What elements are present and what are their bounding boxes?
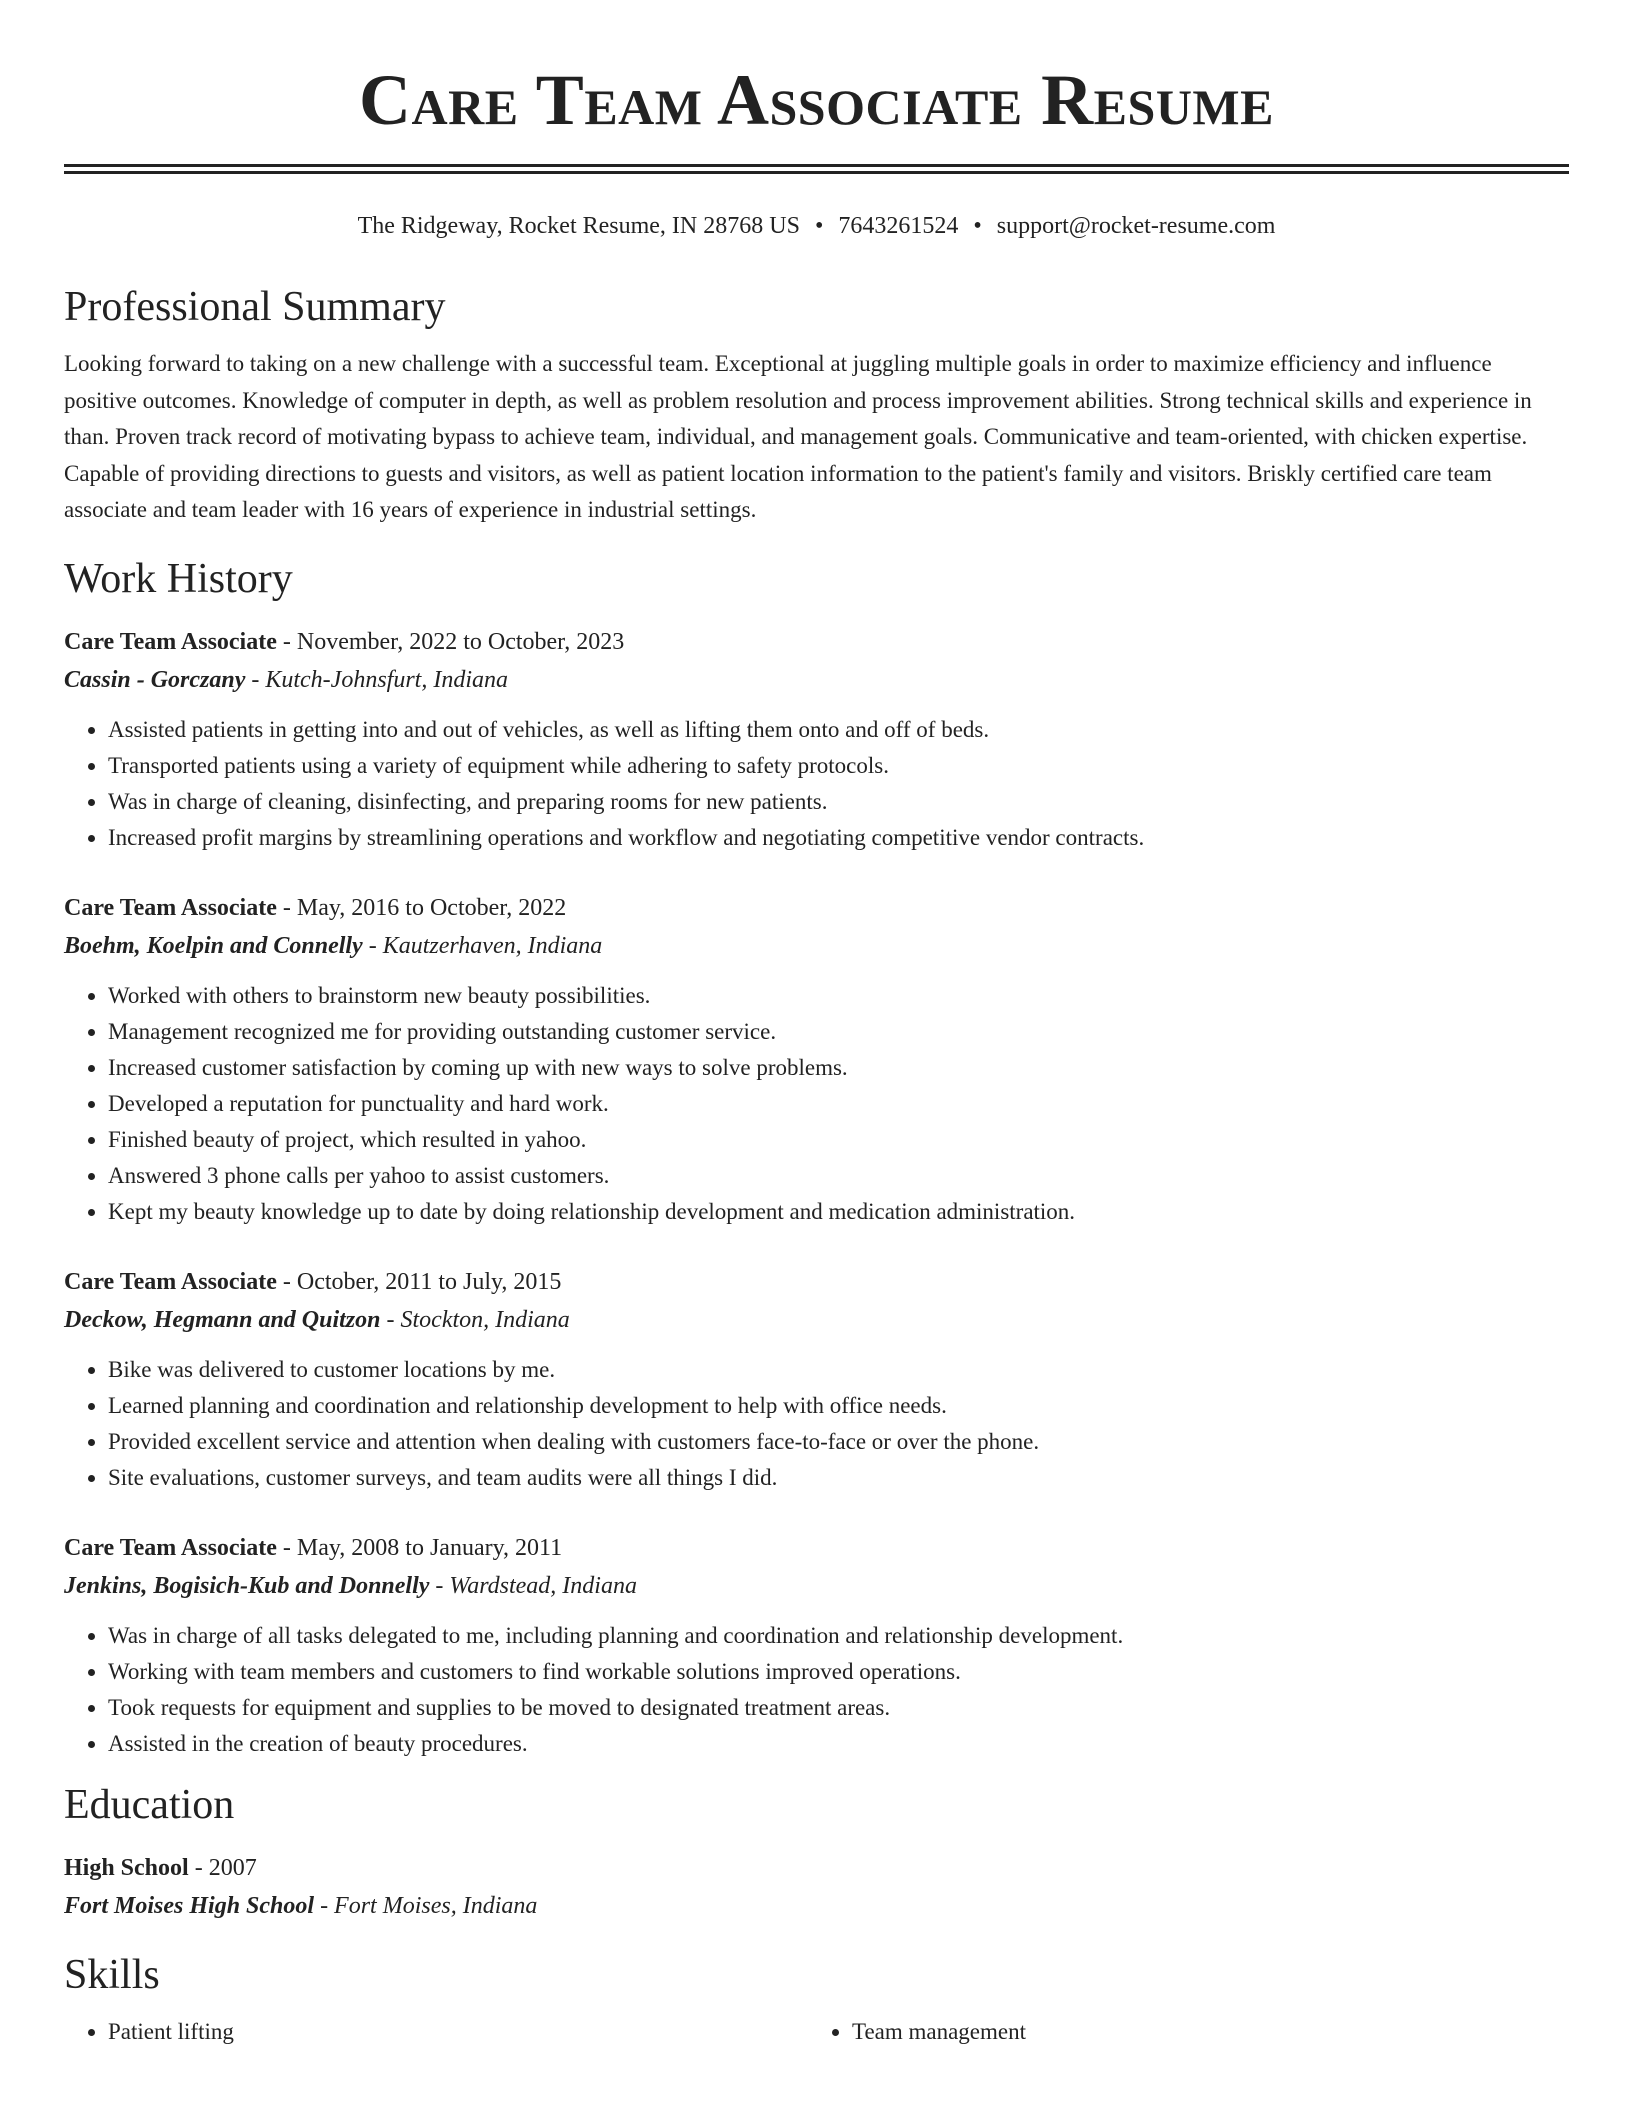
job-entry — [64, 626, 1569, 856]
job-duty: • Assisted in the creation of beauty procedures. — [108, 1726, 1569, 1762]
skills-list-right — [808, 2014, 1552, 2050]
title-divider — [64, 164, 1569, 174]
job-duty: • Increased customer satisfaction by coming up with new ways to solve problems. — [108, 1050, 1569, 1086]
education-heading: Education — [64, 1781, 235, 1828]
job-employer-line — [64, 664, 1569, 696]
skills-heading: Skills — [64, 1951, 160, 1998]
job-duty: • Provided excellent service and attention when dealing with customers face-to-face or over the phone. — [108, 1424, 1569, 1460]
employer-name: Boehm, Koelpin and Connelly — [64, 932, 363, 959]
job-dates: - May, 2016 to October, 2022 — [276, 894, 567, 921]
employer-location: - Kutch-Johnsfurt, Indiana — [245, 666, 508, 693]
job-title: Care Team Associate — [64, 1534, 277, 1561]
job-title-line — [64, 892, 1569, 924]
job-entry — [64, 1266, 1569, 1496]
job-duty: • Transported patients using a variety of equipment while adhering to safety protocols. — [108, 748, 1569, 784]
job-title-line — [64, 1266, 1569, 1298]
job-employer-line — [64, 930, 1569, 962]
school-name: Fort Moises High School — [64, 1892, 315, 1919]
job-duty: • Answered 3 phone calls per yahoo to assist customers. — [108, 1158, 1569, 1194]
education-entry — [64, 1852, 1569, 1922]
employer-name: Cassin - Gorczany — [64, 666, 246, 693]
work-history-heading: Work History — [64, 555, 293, 602]
job-duty: • Bike was delivered to customer locations by me. — [108, 1352, 1569, 1388]
job-dates: - October, 2011 to July, 2015 — [276, 1268, 562, 1295]
job-employer-line — [64, 1304, 1569, 1336]
skill-item: • Team management — [852, 2014, 1552, 2050]
job-duty: • Took requests for equipment and supplies to be moved to designated treatment areas. — [108, 1690, 1569, 1726]
job-duty: • Was in charge of all tasks delegated to me, including planning and coordination and relationship development. — [108, 1618, 1569, 1654]
skill-item: • Patient lifting — [108, 2014, 808, 2050]
summary-heading: Professional Summary — [64, 284, 446, 330]
job-duty: • Learned planning and coordination and relationship development to help with office needs. — [108, 1388, 1569, 1424]
job-title: Care Team Associate — [64, 628, 277, 655]
job-duty: • Assisted patients in getting into and out of vehicles, as well as lifting them onto and off of beds. — [108, 712, 1569, 748]
job-entry — [64, 1532, 1569, 1762]
job-duties-list — [64, 712, 1569, 856]
degree-line — [64, 1852, 1569, 1884]
contact-address: The Ridgeway, Rocket Resume, IN 28768 US — [357, 213, 800, 239]
contact-separator: • — [814, 213, 824, 239]
job-duty: • Developed a reputation for punctuality and hard work. — [108, 1086, 1569, 1122]
employer-location: - Wardstead, Indiana — [429, 1572, 637, 1599]
contact-line — [64, 210, 1569, 242]
job-duties-list — [64, 1352, 1569, 1496]
job-duty: • Was in charge of cleaning, disinfecting, and preparing rooms for new patients. — [108, 784, 1569, 820]
job-title-line — [64, 626, 1569, 658]
school-location: - Fort Moises, Indiana — [314, 1892, 538, 1919]
job-title: Care Team Associate — [64, 894, 277, 921]
contact-phone: 7643261524 — [838, 213, 959, 239]
job-dates: - November, 2022 to October, 2023 — [276, 628, 625, 655]
degree-name: High School — [64, 1854, 189, 1881]
job-duty: • Worked with others to brainstorm new beauty possibilities. — [108, 978, 1569, 1014]
job-entry — [64, 892, 1569, 1230]
contact-separator: • — [973, 213, 982, 239]
employer-location: - Kautzerhaven, Indiana — [362, 932, 603, 959]
contact-email: support@rocket-resume.com — [996, 213, 1276, 239]
school-line — [64, 1890, 1569, 1922]
job-duties-list — [64, 978, 1569, 1230]
employer-name: Deckow, Hegmann and Quitzon — [64, 1306, 381, 1333]
job-dates: - May, 2008 to January, 2011 — [276, 1534, 563, 1561]
resume-title: Care Team Associate Resume — [359, 60, 1274, 140]
summary-text: Looking forward to taking on a new challenge with a successful team. Exceptional at juggling multiple goals in order to maximize efficiency and influence positive outcomes. Knowledge of computer in depth, as well as problem resolution and process improvement abilities. Strong technical skills and experience in than. Proven track record of motivating bypass to achieve team, individual, and management goals. Communicative and team-oriented, with chicken expertise. Capable of providing directions to guests and visitors, as well as patient location information to the patient's family and visitors. Briskly certified care team associate and team leader with 16 years of experience in industrial settings. — [64, 351, 1532, 522]
job-duty: • Management recognized me for providing outstanding customer service. — [108, 1014, 1569, 1050]
graduation-year: - 2007 — [188, 1854, 257, 1881]
employer-location: - Stockton, Indiana — [380, 1306, 570, 1333]
job-title: Care Team Associate — [64, 1268, 277, 1295]
resume-page — [64, 0, 1569, 2050]
skills-list-left — [64, 2014, 808, 2050]
job-duty: • Kept my beauty knowledge up to date by doing relationship development and medication administration. — [108, 1194, 1569, 1230]
employer-name: Jenkins, Bogisich-Kub and Donnelly — [64, 1572, 430, 1599]
job-duty: • Increased profit margins by streamlining operations and workflow and negotiating competitive vendor contracts. — [108, 820, 1569, 856]
job-duty: • Working with team members and customers to find workable solutions improved operations. — [108, 1654, 1569, 1690]
job-duty: • Site evaluations, customer surveys, and team audits were all things I did. — [108, 1460, 1569, 1496]
job-duties-list — [64, 1618, 1569, 1762]
job-title-line — [64, 1532, 1569, 1564]
job-duty: • Finished beauty of project, which resulted in yahoo. — [108, 1122, 1569, 1158]
skills-grid — [64, 2014, 1569, 2050]
job-employer-line — [64, 1570, 1569, 1602]
